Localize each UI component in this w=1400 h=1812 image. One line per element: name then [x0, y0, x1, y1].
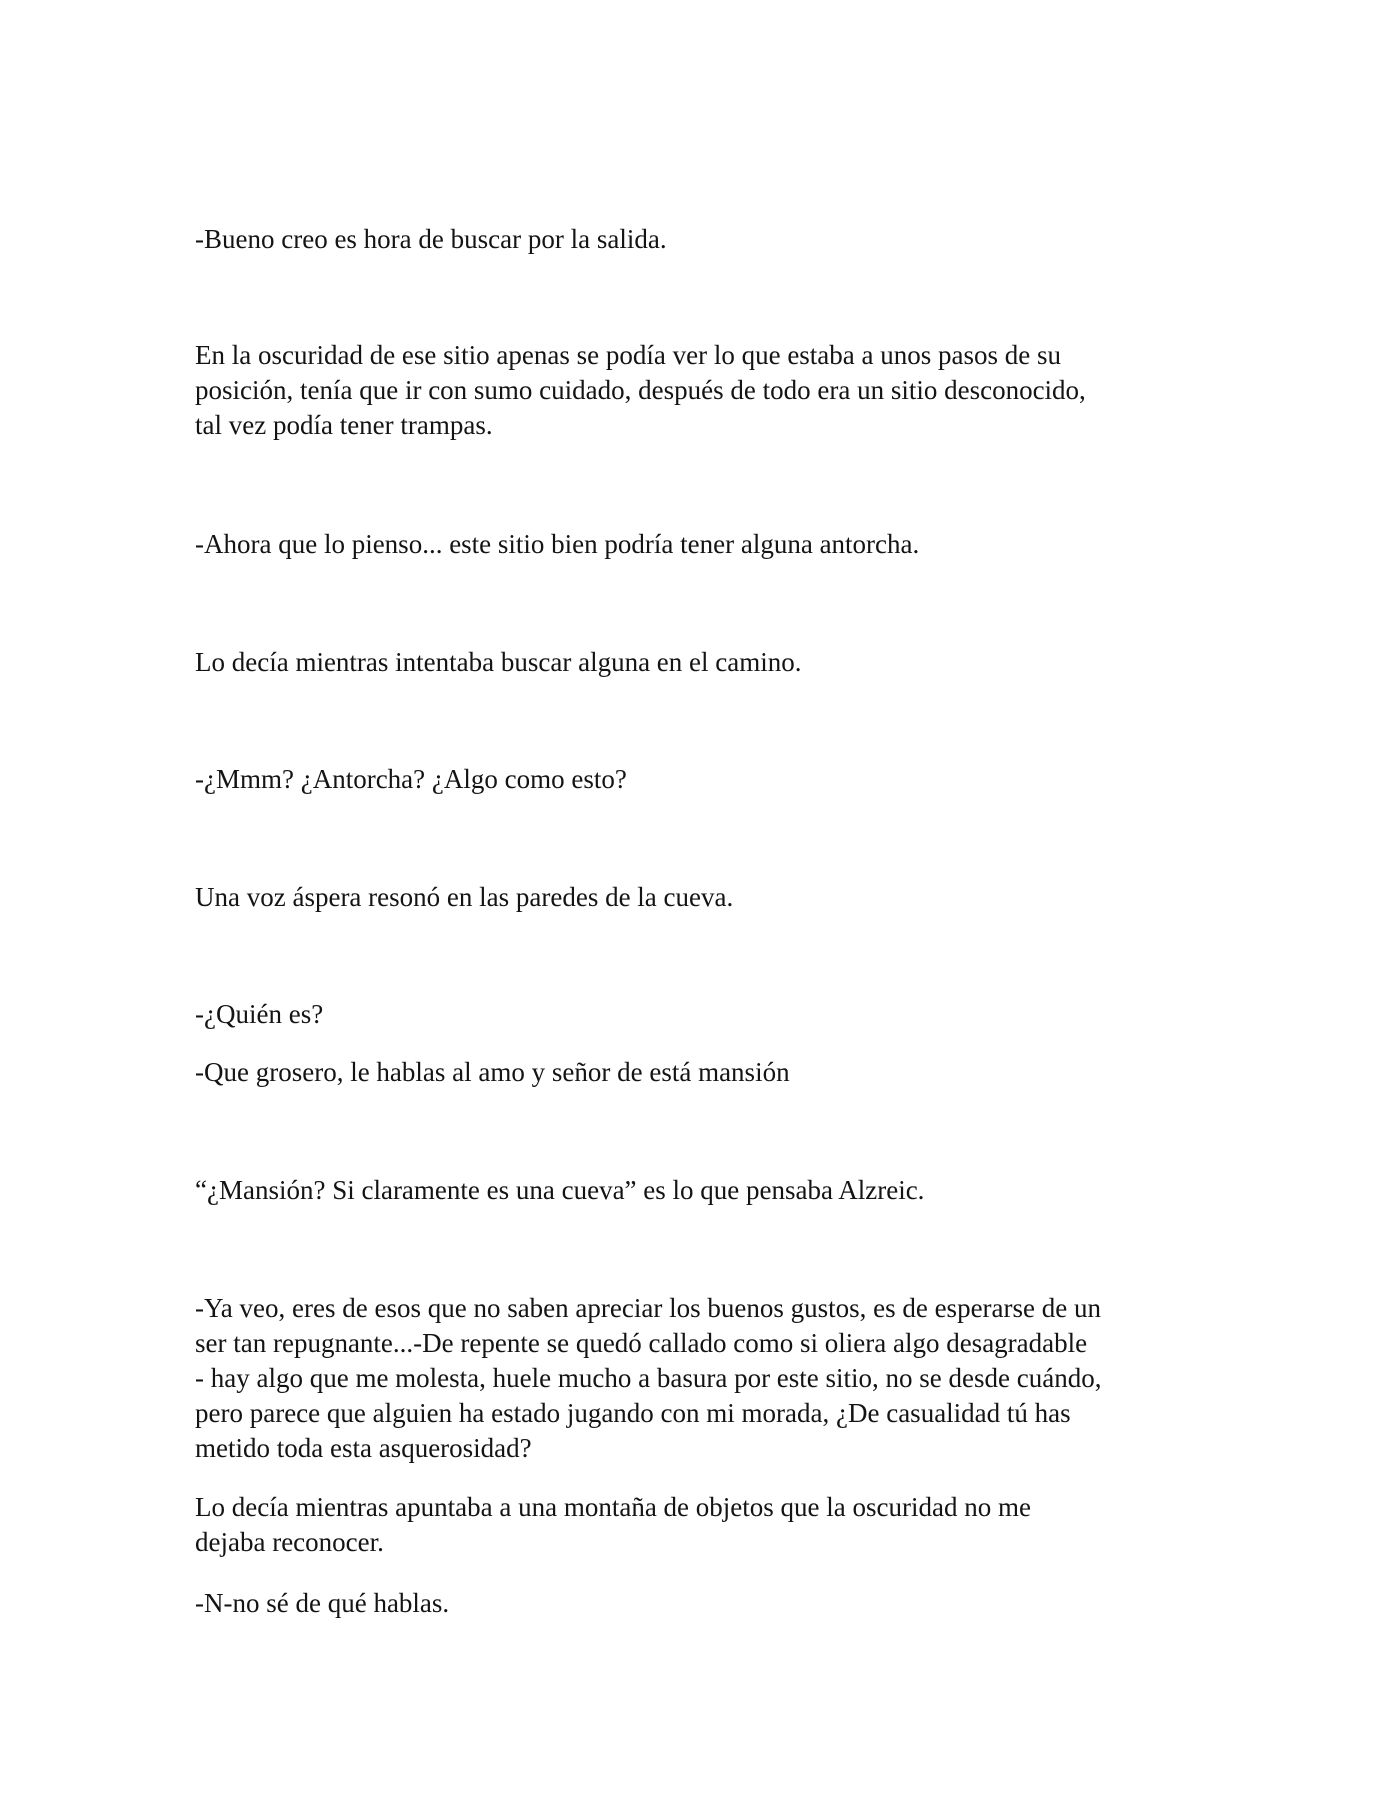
paragraph-dialogue-tastes: -Ya veo, eres de esos que no saben apreciar los buenos gustos, es de esperarse de un ser tan repugnante...-De repente se quedó callado como si oliera algo desagradable - hay algo que me molesta, huele mucho a basura por este sitio, no se desde cuándo, pero parece que alguien ha estado jugando con mi morada, ¿De casualidad tú has metido toda esta asquerosidad? — [195, 1293, 1102, 1463]
paragraph-rough-voice: Una voz áspera resonó en las paredes de la cueva. — [195, 882, 734, 912]
paragraph-searching: Lo decía mientras intentaba buscar alguna en el camino. — [195, 647, 802, 677]
paragraph-dialogue-mmm: -¿Mmm? ¿Antorcha? ¿Algo como esto? — [195, 764, 627, 794]
paragraph-dialogue-torch: -Ahora que lo pienso... este sitio bien podría tener alguna antorcha. — [195, 529, 920, 559]
paragraph-darkness-description: En la oscuridad de ese sitio apenas se podía ver lo que estaba a unos pasos de su posición, tenía que ir con sumo cuidado, después de todo era un sitio desconocido, tal vez podía tener trampas. — [195, 340, 1086, 440]
paragraph-dialogue-denial: -N-no sé de qué hablas. — [195, 1588, 450, 1618]
paragraph-thought-mansion: “¿Mansión? Si claramente es una cueva” es lo que pensaba Alzreic. — [195, 1175, 925, 1205]
paragraph-dialogue-who: -¿Quién es? — [195, 999, 324, 1029]
paragraph-pointing: Lo decía mientras apuntaba a una montaña de objetos que la oscuridad no me dejaba reconocer. — [195, 1492, 1031, 1557]
paragraph-dialogue-master: -Que grosero, le hablas al amo y señor de está mansión — [195, 1057, 790, 1087]
paragraph-dialogue-exit: -Bueno creo es hora de buscar por la salida. — [195, 224, 667, 254]
